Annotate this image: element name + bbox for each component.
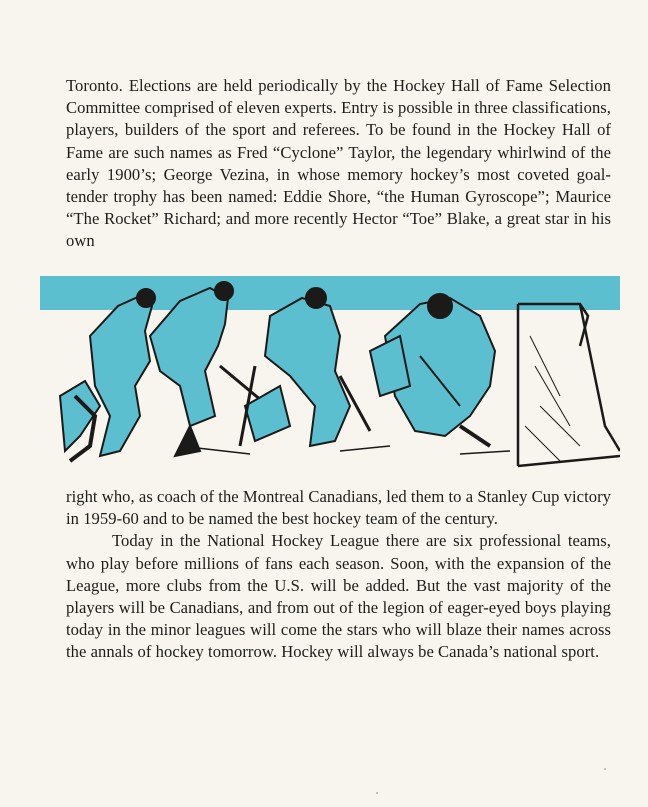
goal-net	[518, 304, 620, 466]
player-center	[240, 288, 370, 446]
ice-streaks	[180, 446, 510, 454]
top-paragraph: Toronto. Elections are held periodically by the Hockey Hall of Fame Selection Committee comprised of eleven experts. Entry is possible in three classifications, players, builders of the sport and referees. To be found in the Hockey Hall of Fame are such names as Fred “Cyclone” Taylor, the legendary whirlwind of the early 1900’s; George Vezina, in whose memory hockey’s most coveted goal-tender trophy has been named: Eddie Shore, “the Human Gyroscope”; Maurice “The Rocket” Richard; and more recently Hector “Toe” Blake, a great star in his own	[66, 76, 611, 251]
hockey-illustration	[40, 276, 620, 472]
goalie	[370, 294, 495, 446]
paper-speck	[604, 768, 606, 770]
top-text-block	[66, 75, 611, 253]
bottom-text-block	[66, 486, 611, 664]
paper-speck	[376, 792, 378, 794]
closing-paragraph: Today in the National Hockey League there are six professional teams, who play before millions of fans each season. Soon, with the expansion of the League, more clubs from the U.S. will be added. But the vast majority of the players will be Canadians, and from out of the legion of eager-eyed boys playing today in the minor leagues will come the stars who will blaze their names across the annals of hockey tomorrow. Hockey will always be Canada’s national sport.	[66, 531, 611, 662]
continued-paragraph: right who, as coach of the Montreal Canadians, led them to a Stanley Cup victory in 1959-60 and to be named the best hockey team of the century.	[66, 487, 612, 529]
player-left	[60, 289, 155, 461]
